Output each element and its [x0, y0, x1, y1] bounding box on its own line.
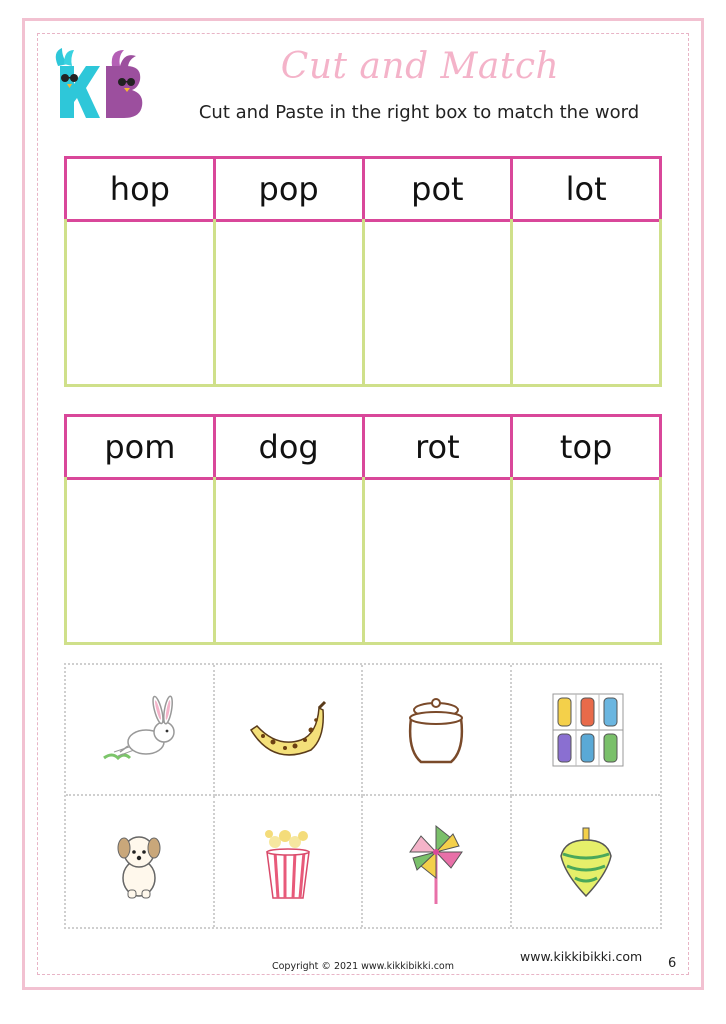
word-header-row [64, 156, 662, 222]
kb-logo-icon [50, 44, 150, 124]
cutout-card[interactable] [512, 665, 661, 796]
word-cell: pop [213, 156, 365, 222]
puppy-dog-icon [84, 812, 194, 912]
paste-box[interactable] [64, 219, 216, 387]
paste-box[interactable] [362, 219, 514, 387]
paste-box[interactable] [64, 477, 216, 645]
rabbit-hopping-icon [84, 680, 194, 780]
paste-box[interactable] [510, 219, 662, 387]
word-header-row [64, 414, 662, 480]
paste-box[interactable] [213, 477, 365, 645]
paste-box[interactable] [213, 219, 365, 387]
cutout-card[interactable] [363, 665, 512, 796]
cutout-card[interactable] [512, 796, 661, 927]
pot-icon [381, 680, 491, 780]
word-cell: pom [64, 414, 216, 480]
banana-icon [233, 680, 343, 780]
page-number: 6 [668, 956, 677, 971]
popcorn-icon [233, 812, 343, 912]
word-cell: hop [64, 156, 216, 222]
cutout-pictures-grid [64, 663, 662, 929]
word-cell: pot [362, 156, 514, 222]
cutout-card[interactable] [363, 796, 512, 927]
word-cell: rot [362, 414, 514, 480]
word-cell: dog [213, 414, 365, 480]
instructions: Cut and Paste in the right box to match the word [198, 102, 640, 123]
page-title: Cut and Match [280, 46, 560, 87]
word-cell: top [510, 414, 662, 480]
word-table-1 [64, 156, 662, 387]
paste-row [64, 477, 662, 645]
copyright-notice: Copyright © 2021 www.kikkibikki.com [271, 961, 455, 972]
spinning-top-icon [531, 812, 641, 912]
cutout-card[interactable] [66, 796, 215, 927]
pinwheel-icon [381, 812, 491, 912]
website-url: www.kikkibikki.com [520, 949, 643, 964]
paste-row [64, 219, 662, 387]
word-table-2 [64, 414, 662, 645]
paste-box[interactable] [510, 477, 662, 645]
cutout-card[interactable] [215, 665, 364, 796]
cutout-card[interactable] [66, 665, 215, 796]
parking-lot-icon [531, 680, 641, 780]
cutout-card[interactable] [215, 796, 364, 927]
paste-box[interactable] [362, 477, 514, 645]
word-cell: lot [510, 156, 662, 222]
